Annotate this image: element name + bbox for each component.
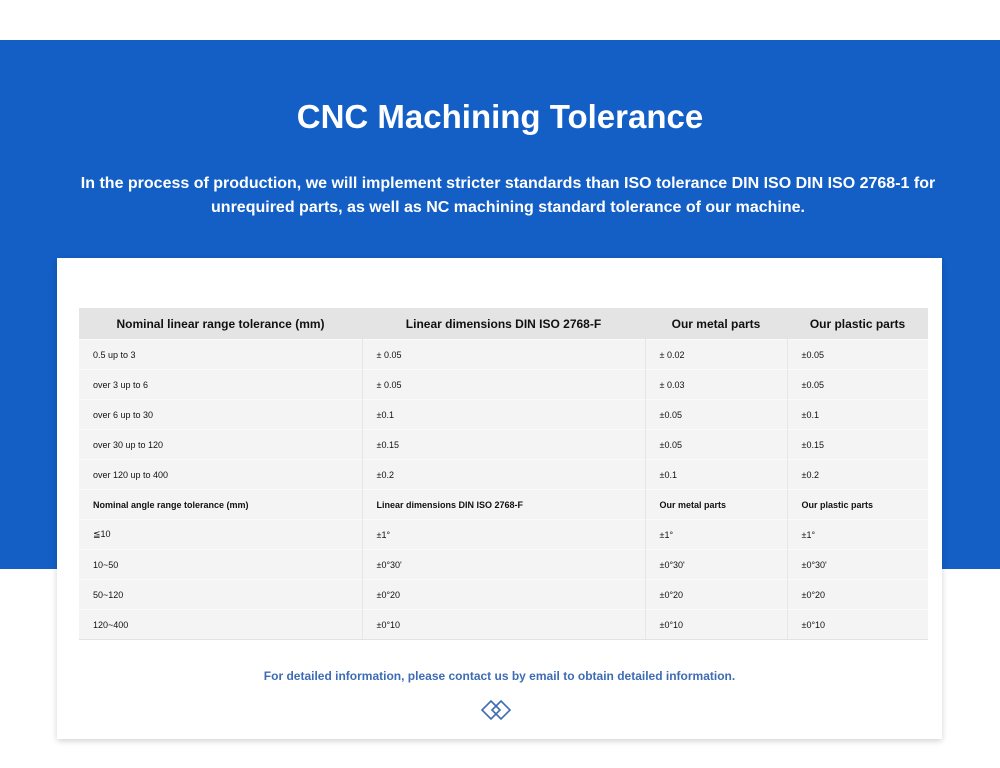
table-cell: ±0°10 <box>645 610 787 640</box>
table-cell: ± 0.05 <box>362 370 645 400</box>
table-cell: ±0°20 <box>362 580 645 610</box>
table-cell: ±0.05 <box>787 340 928 370</box>
table-cell: ±0.2 <box>787 460 928 490</box>
table-cell: ±0°20 <box>645 580 787 610</box>
table-cell: ±1° <box>645 520 787 550</box>
table-header-row <box>79 308 928 340</box>
table-cell: ± 0.03 <box>645 370 787 400</box>
table-cell: over 3 up to 6 <box>79 370 362 400</box>
table-row <box>79 580 928 610</box>
table-cell: Nominal angle range tolerance (mm) <box>79 490 362 520</box>
table-row <box>79 370 928 400</box>
table-row <box>79 340 928 370</box>
table-cell: ≦10 <box>79 520 362 550</box>
table-cell: ±1° <box>787 520 928 550</box>
tolerance-card <box>57 258 942 739</box>
table-cell: ±0°30' <box>362 550 645 580</box>
table-subheader-row <box>79 490 928 520</box>
table-cell: ±0.05 <box>787 370 928 400</box>
table-cell: ±0.05 <box>645 430 787 460</box>
table-cell: ± 0.02 <box>645 340 787 370</box>
page-title: CNC Machining Tolerance <box>296 98 704 135</box>
table-cell: ±0°10 <box>362 610 645 640</box>
table-cell: ±0.1 <box>787 400 928 430</box>
table-cell: over 30 up to 120 <box>79 430 362 460</box>
intro-text: In the process of production, we will implement stricter standards than ISO tolerance DIN ISO DIN ISO 2768-1 for unrequired parts, as well as NC machining standard tolerance of our machine. <box>80 175 936 216</box>
table-cell: over 120 up to 400 <box>79 460 362 490</box>
table-cell: ±0.1 <box>645 460 787 490</box>
table-cell: ± 0.05 <box>362 340 645 370</box>
table-cell: 50~120 <box>79 580 362 610</box>
table-cell: ±0°30' <box>645 550 787 580</box>
column-header: Nominal linear range tolerance (mm) <box>79 308 362 340</box>
table-cell: ±0.05 <box>645 400 787 430</box>
table-cell: 120~400 <box>79 610 362 640</box>
table-row <box>79 430 928 460</box>
double-diamond-icon <box>479 699 513 721</box>
tolerance-table <box>79 308 928 640</box>
table-cell: 10~50 <box>79 550 362 580</box>
table-cell: Linear dimensions DIN ISO 2768-F <box>362 490 645 520</box>
table-cell: ±0°10 <box>787 610 928 640</box>
table-cell: Our plastic parts <box>787 490 928 520</box>
table-cell: ±0.15 <box>787 430 928 460</box>
table-row <box>79 550 928 580</box>
column-header: Our plastic parts <box>787 308 928 340</box>
table-row <box>79 520 928 550</box>
table-cell: Our metal parts <box>645 490 787 520</box>
column-header: Our metal parts <box>645 308 787 340</box>
table-cell: over 6 up to 30 <box>79 400 362 430</box>
column-header: Linear dimensions DIN ISO 2768-F <box>362 308 645 340</box>
table-cell: ±0.15 <box>362 430 645 460</box>
table-row <box>79 610 928 640</box>
table-row <box>79 400 928 430</box>
table-cell: ±1° <box>362 520 645 550</box>
table-cell: ±0°20 <box>787 580 928 610</box>
table-cell: ±0.2 <box>362 460 645 490</box>
table-cell: ±0°30' <box>787 550 928 580</box>
table-cell: ±0.1 <box>362 400 645 430</box>
table-cell: 0.5 up to 3 <box>79 340 362 370</box>
contact-note: For detailed information, please contact us by email to obtain detailed information. <box>263 669 736 683</box>
table-row <box>79 460 928 490</box>
